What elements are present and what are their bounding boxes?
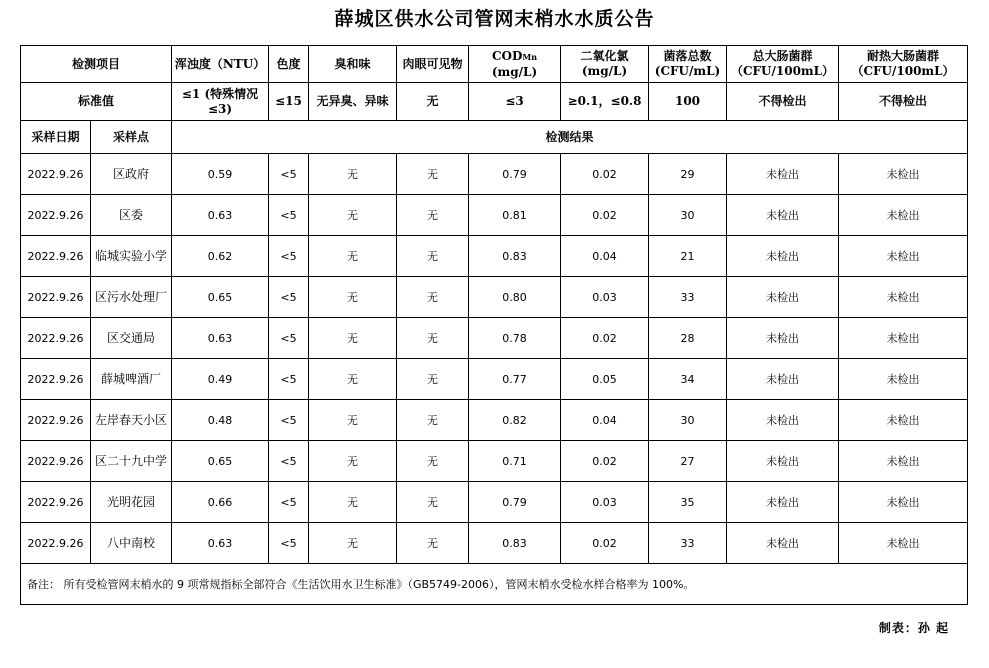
header-odor: 臭和味 [309,46,397,83]
note-text: 备注： 所有受检管网末梢水的 9 项常规指标全部符合《生活饮用水卫生标准》（GB5749-2006），管网末梢水受检水样合格率为 100%。 [21,564,968,605]
cell-site [91,400,172,441]
cell-visible: 无 [397,154,469,195]
cell-chlorine: 0.02 [561,441,649,482]
cell-bacteria: 33 [649,523,727,564]
header-cod-unit: (mg/L) [491,64,538,79]
cell-coliform: 未检出 [727,359,839,400]
cell-site [91,236,172,277]
cell-thermo: 未检出 [839,482,968,523]
cell-odor: 无 [309,441,397,482]
cell-chlorine: 0.04 [561,400,649,441]
cell-color: <5 [269,277,309,318]
cell-thermo: 未检出 [839,277,968,318]
cell-turbidity: 0.65 [172,441,269,482]
cell-odor: 无 [309,359,397,400]
cell-cod: 0.79 [469,154,561,195]
cell-date: 2022.9.26 [21,441,91,482]
cell-site: 八中南校 [91,523,172,564]
header-turbidity: 浑浊度（NTU） [172,46,269,83]
header-chlorine-unit: (mg/L) [581,64,628,78]
header-coliform [727,46,839,83]
cell-coliform: 未检出 [727,523,839,564]
header-chlorine [561,46,649,83]
cell-turbidity: 0.49 [172,359,269,400]
cell-chlorine: 0.03 [561,277,649,318]
cell-date: 2022.9.26 [21,195,91,236]
cell-color: <5 [269,441,309,482]
cell-bacteria: 28 [649,318,727,359]
cell-cod: 0.77 [469,359,561,400]
standard-thermo: 不得检出 [839,83,968,121]
table-row [21,318,968,359]
cell-visible: 无 [397,277,469,318]
standard-label: 标准值 [21,83,172,121]
standard-odor: 无异臭、异味 [309,83,397,121]
cell-odor: 无 [309,523,397,564]
cell-cod: 0.80 [469,277,561,318]
cell-turbidity: 0.65 [172,277,269,318]
cell-coliform: 未检出 [727,154,839,195]
table-row [21,441,968,482]
header-thermo-unit: （CFU/100mL） [851,64,955,78]
cell-site-text: 区污水处理厂 [95,290,168,304]
table-row [21,400,968,441]
standard-visible: 无 [397,83,469,121]
standard-row [21,83,968,121]
cell-bacteria: 27 [649,441,727,482]
cell-cod: 0.83 [469,523,561,564]
cell-thermo: 未检出 [839,154,968,195]
cell-coliform: 未检出 [727,441,839,482]
cell-turbidity: 0.63 [172,523,269,564]
cell-color: <5 [269,236,309,277]
table-row [21,523,968,564]
cell-date: 2022.9.26 [21,359,91,400]
cell-bacteria: 30 [649,195,727,236]
cell-chlorine: 0.02 [561,523,649,564]
cell-cod: 0.71 [469,441,561,482]
cell-site: 区委 [91,195,172,236]
cell-chlorine: 0.03 [561,482,649,523]
cell-color: <5 [269,400,309,441]
cell-turbidity: 0.66 [172,482,269,523]
cell-coliform: 未检出 [727,400,839,441]
cell-bacteria: 35 [649,482,727,523]
cell-bacteria: 29 [649,154,727,195]
cell-thermo: 未检出 [839,318,968,359]
cell-coliform: 未检出 [727,195,839,236]
cell-color: <5 [269,195,309,236]
cell-thermo: 未检出 [839,195,968,236]
cell-turbidity: 0.63 [172,195,269,236]
cell-date: 2022.9.26 [21,277,91,318]
cell-bacteria: 21 [649,236,727,277]
table-row [21,236,968,277]
header-bacteria-unit: (CFU/mL) [654,64,721,78]
cell-visible: 无 [397,195,469,236]
header-visible: 肉眼可见物 [397,46,469,83]
cell-cod: 0.83 [469,236,561,277]
cell-cod: 0.79 [469,482,561,523]
cell-visible: 无 [397,359,469,400]
header-row [21,46,968,83]
header-coliform-unit: （CFU/100mL） [730,64,835,78]
cell-turbidity: 0.63 [172,318,269,359]
cell-chlorine: 0.02 [561,318,649,359]
cell-coliform: 未检出 [727,318,839,359]
cell-site: 区政府 [91,154,172,195]
cell-color: <5 [269,523,309,564]
cell-visible: 无 [397,482,469,523]
cell-date: 2022.9.26 [21,400,91,441]
standard-coliform: 不得检出 [727,83,839,121]
cell-odor: 无 [309,277,397,318]
cell-thermo: 未检出 [839,236,968,277]
cell-visible: 无 [397,523,469,564]
cell-site: 薛城啤酒厂 [91,359,172,400]
header-cod [469,46,561,83]
cell-color: <5 [269,482,309,523]
standard-turbidity: ≤1 (特殊情况≤3) [172,83,269,121]
cell-odor: 无 [309,154,397,195]
cell-thermo: 未检出 [839,359,968,400]
header-chlorine-label: 二氧化氯 [580,49,629,63]
header-cod-sub: Mn [522,51,538,62]
table-row [21,482,968,523]
cell-odor: 无 [309,318,397,359]
cell-visible: 无 [397,400,469,441]
cell-date: 2022.9.26 [21,523,91,564]
header-cod-main: COD [491,48,523,63]
cell-thermo: 未检出 [839,400,968,441]
cell-chlorine: 0.05 [561,359,649,400]
cell-visible: 无 [397,318,469,359]
header-bacteria [649,46,727,83]
cell-turbidity: 0.59 [172,154,269,195]
cell-visible: 无 [397,236,469,277]
cell-turbidity: 0.62 [172,236,269,277]
cell-thermo: 未检出 [839,523,968,564]
page-title: 薛城区供水公司管网末梢水水质公告 [334,8,655,30]
header-coliform-label: 总大肠菌群 [752,49,813,63]
cell-coliform: 未检出 [727,236,839,277]
cell-date: 2022.9.26 [21,482,91,523]
cell-site-text: 左岸春天小区 [95,413,168,427]
cell-coliform: 未检出 [727,482,839,523]
standard-chlorine: ≥0.1，≤0.8 [561,83,649,121]
note-row [21,564,968,605]
cell-bacteria: 33 [649,277,727,318]
standard-color: ≤15 [269,83,309,121]
subheader-results: 检测结果 [172,121,968,154]
standard-bacteria: 100 [649,83,727,121]
cell-date: 2022.9.26 [21,236,91,277]
water-quality-table [20,45,968,605]
header-thermo-label: 耐热大肠菌群 [867,49,940,63]
header-thermo [839,46,968,83]
table-row [21,195,968,236]
table-row [21,154,968,195]
cell-chlorine: 0.02 [561,154,649,195]
subheader-row [21,121,968,154]
cell-turbidity: 0.48 [172,400,269,441]
cell-site-text: 区二十九中学 [95,454,168,468]
cell-color: <5 [269,318,309,359]
cell-site-text: 临城实验小学 [95,249,168,263]
cell-coliform: 未检出 [727,277,839,318]
cell-chlorine: 0.02 [561,195,649,236]
cell-odor: 无 [309,195,397,236]
cell-site: 区交通局 [91,318,172,359]
cell-color: <5 [269,359,309,400]
cell-site [91,441,172,482]
table-row [21,359,968,400]
header-item: 检测项目 [21,46,172,83]
cell-odor: 无 [309,482,397,523]
cell-date: 2022.9.26 [21,318,91,359]
prepared-by: 制表：孙 起 [878,621,949,635]
cell-thermo: 未检出 [839,441,968,482]
cell-site [91,277,172,318]
cell-bacteria: 30 [649,400,727,441]
cell-bacteria: 34 [649,359,727,400]
cell-chlorine: 0.04 [561,236,649,277]
standard-cod: ≤3 [469,83,561,121]
cell-cod: 0.78 [469,318,561,359]
cell-cod: 0.81 [469,195,561,236]
cell-visible: 无 [397,441,469,482]
cell-date: 2022.9.26 [21,154,91,195]
cell-odor: 无 [309,236,397,277]
cell-odor: 无 [309,400,397,441]
header-bacteria-label: 菌落总数 [663,49,712,63]
cell-color: <5 [269,154,309,195]
table-row [21,277,968,318]
subheader-site: 采样点 [91,121,172,154]
cell-cod: 0.82 [469,400,561,441]
subheader-date: 采样日期 [21,121,91,154]
cell-site: 光明花园 [91,482,172,523]
header-color: 色度 [269,46,309,83]
